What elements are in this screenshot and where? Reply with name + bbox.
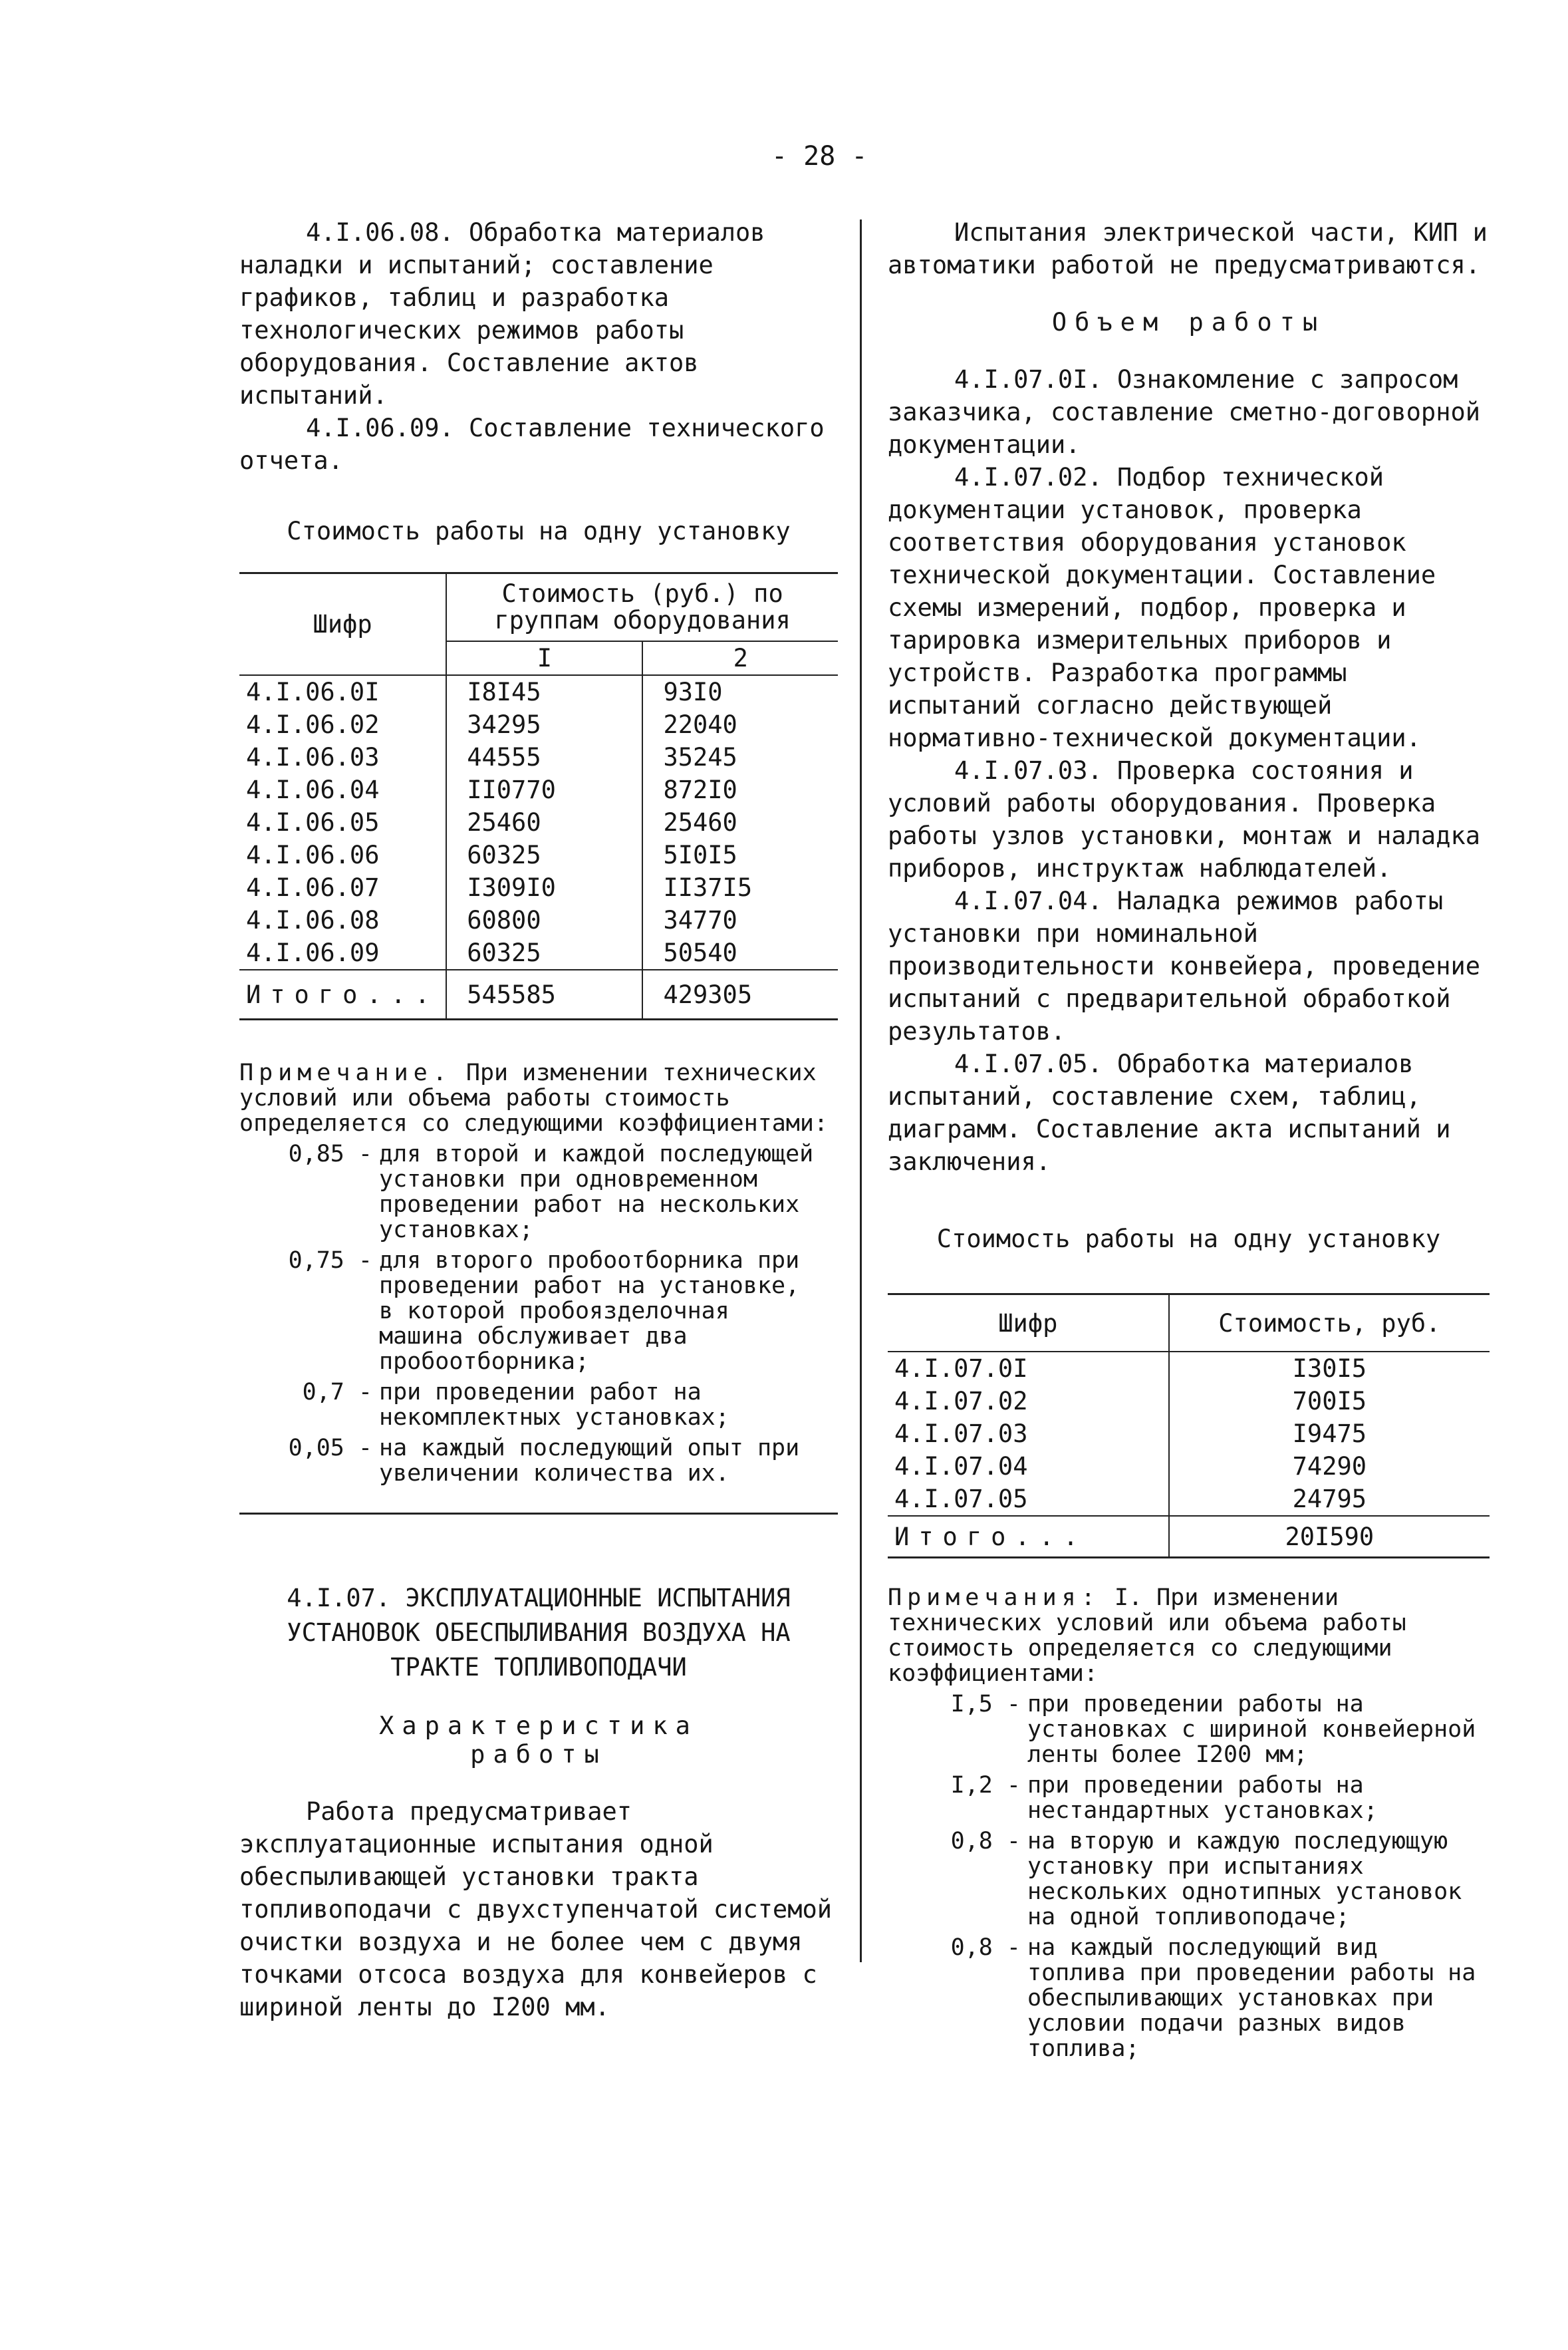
note-coefficient: 0,7 - [302, 1379, 372, 1405]
note-item [888, 1691, 1490, 1767]
cell-code: 4.I.06.08 [239, 904, 446, 937]
note-coefficient: I,5 - [950, 1691, 1021, 1717]
scope-items [888, 363, 1490, 1178]
cell-group-1: 34295 [446, 708, 642, 741]
table-row [239, 774, 838, 806]
cell-group-2: 22040 [663, 710, 737, 739]
subheading-characteristic: Характеристика [379, 1711, 698, 1740]
total-label: Итого... [888, 1516, 1169, 1558]
table-row [888, 1450, 1490, 1483]
table-total-row [239, 970, 838, 1020]
note-item [239, 1248, 838, 1374]
note-lead: Примечание. [239, 1060, 452, 1086]
total-group-1: 545585 [446, 970, 642, 1020]
subheading-work: работы [470, 1740, 607, 1769]
note-items [239, 1141, 838, 1486]
cell-code: 4.I.06.04 [239, 774, 446, 806]
cell-code: 4.I.07.04 [888, 1450, 1169, 1483]
cell-cost: I30I5 [1292, 1354, 1367, 1383]
table-row [888, 1483, 1490, 1516]
cell-cost: 700I5 [1292, 1387, 1367, 1415]
cell-group-1: 60325 [446, 937, 642, 970]
cell-group-1: 60325 [446, 839, 642, 871]
column-header-cipher: Шифр [239, 573, 446, 676]
cell-code: 4.I.07.05 [888, 1483, 1169, 1516]
scope-title: Объем работы [1051, 308, 1326, 337]
note-condition: при проведении работы на установках с шириной конвейерной ленты более I200 мм; [1027, 1691, 1476, 1768]
cell-code: 4.I.06.07 [239, 871, 446, 904]
column-header-cost: Стоимость, руб. [1169, 1294, 1490, 1352]
note-coefficient: 0,8 - [950, 1934, 1021, 1961]
note-item [239, 1380, 838, 1430]
section-heading: 4.I.07. ЭКСПЛУАТАЦИОННЫЕ ИСПЫТАНИЯ УСТАНОВОК ОБЕСПЫЛИВАНИЯ ВОЗДУХА НА ТРАКТЕ ТОПЛИВОПОДАЧИ [287, 1584, 791, 1682]
cell-group-1: 60800 [446, 904, 642, 937]
table-caption-right: Стоимость работы на одну установку [936, 1225, 1441, 1253]
paragraph-4-1-06-09: 4.I.06.09. Составление технического отчета. [239, 414, 825, 475]
cell-group-2: 93I0 [663, 678, 723, 706]
cost-table-groups [239, 572, 838, 1020]
note-item [239, 1141, 838, 1243]
total-label: Итого... [239, 970, 446, 1020]
table-row [239, 741, 838, 774]
cell-group-2: 25460 [663, 808, 737, 837]
cell-code: 4.I.06.0I [239, 675, 446, 708]
note-coefficient: 0,85 - [288, 1141, 372, 1167]
cell-code: 4.I.06.09 [239, 937, 446, 970]
scope-item: 4.I.07.04. Наладка режимов работы установки при номинальной производительности конвейера, проведение испытаний с предварительной обработкой результатов. [888, 887, 1481, 1046]
cell-group-2: 872I0 [663, 776, 737, 804]
total-group-2: 429305 [642, 970, 838, 1020]
cell-group-2: 5I0I5 [663, 841, 737, 869]
cell-code: 4.I.06.02 [239, 708, 446, 741]
note-block [239, 1060, 838, 1486]
cell-cost: 24795 [1292, 1485, 1367, 1513]
note-item [239, 1435, 838, 1486]
note-coefficient: 0,8 - [950, 1828, 1021, 1854]
note-lead: Примечания: [888, 1584, 1101, 1611]
table-row [888, 1352, 1490, 1385]
column-divider [860, 220, 862, 1962]
section-divider [239, 1513, 838, 1515]
paragraph-4-1-06-08: 4.I.06.08. Обработка материалов наладки и испытаний; составление графиков, таблиц и разработка технологических режимов работы оборудования. Составление актов испытаний. [239, 218, 765, 410]
note-coefficient: 0,05 - [288, 1435, 372, 1461]
note-text: При изменении технических условий или объема работы стоимость определяется со следующими коэффициентами: [239, 1060, 829, 1137]
cell-code: 4.I.06.05 [239, 806, 446, 839]
note-condition: на каждый последующий опыт при увеличении количества их. [379, 1435, 800, 1487]
table-row [239, 708, 838, 741]
left-column [239, 216, 838, 2023]
table-body [888, 1352, 1490, 1516]
note-block-right [888, 1585, 1490, 2061]
note-item [888, 1773, 1490, 1823]
table-row [239, 675, 838, 708]
cost-table [888, 1293, 1490, 1558]
table-caption: Стоимость работы на одну установку [287, 517, 791, 545]
cell-group-2: 35245 [663, 743, 737, 772]
cell-code: 4.I.07.0I [888, 1352, 1169, 1385]
cell-code: 4.I.06.03 [239, 741, 446, 774]
column-header-group-1: I [446, 641, 642, 675]
table-row [239, 871, 838, 904]
note-item [888, 1829, 1490, 1930]
note-coefficient: I,2 - [950, 1772, 1021, 1799]
note-condition: на вторую и каждую последующую установку при испытаниях нескольких однотипных установок на одной топливоподаче; [1027, 1828, 1462, 1930]
column-header-group-2: 2 [642, 641, 838, 675]
table-row [239, 904, 838, 937]
cell-code: 4.I.07.03 [888, 1417, 1169, 1450]
total-cost: 20I590 [1169, 1516, 1490, 1558]
paragraph-electrical-note: Испытания электрической части, КИП и автоматики работой не предусматриваются. [888, 218, 1488, 279]
scope-item: 4.I.07.02. Подбор технической документации установок, проверка соответствия оборудования установок технической документации. Составление схемы измерений, подбор, проверка и тарировка измерительных приборов и устройств. Разработка программы испытаний согласно действующей нормативно-технической документации. [888, 463, 1436, 752]
cell-group-2: 34770 [663, 906, 737, 935]
cell-group-1: 25460 [446, 806, 642, 839]
note-item [888, 1935, 1490, 2061]
column-header-cost: Стоимость (руб.) по группам оборудования [446, 573, 838, 642]
table-row [239, 839, 838, 871]
cell-cost: 74290 [1292, 1452, 1367, 1481]
cell-group-1: I309I0 [446, 871, 642, 904]
note-text: I. При изменении технических условий или объема работы стоимость определяется со следующими коэффициентами: [888, 1584, 1406, 1687]
note-condition: при проведении работы на нестандартных установках; [1027, 1772, 1378, 1824]
cell-code: 4.I.07.02 [888, 1385, 1169, 1417]
cell-group-2: 50540 [663, 939, 737, 967]
paragraph-work-description: Работа предусматривает эксплуатационные испытания одной обеспыливающей установки тракта топливоподачи с двухступенчатой системой очистки воздуха и не более чем с двумя точками отсоса воздуха для конвейеров с шириной ленты до I200 мм. [239, 1797, 833, 2021]
note-condition: для второй и каждой последующей установки при одновременном проведении работ на нескольких установках; [379, 1141, 814, 1243]
note-items [888, 1691, 1490, 2061]
note-condition: на каждый последующий вид топлива при проведении работы на обеспыливающих установках при условии подачи разных видов топлива; [1027, 1934, 1476, 2062]
scope-item: 4.I.07.03. Проверка состояния и условий работы оборудования. Проверка работы узлов установки, монтаж и наладка приборов, инструктаж наблюдателей. [888, 756, 1481, 883]
cell-group-1: 44555 [446, 741, 642, 774]
scope-item: 4.I.07.0I. Ознакомление с запросом заказчика, составление сметно-договорной документации. [888, 365, 1481, 459]
cell-group-2: II37I5 [663, 873, 753, 902]
note-coefficient: 0,75 - [288, 1247, 372, 1274]
cell-group-1: II0770 [446, 774, 642, 806]
table-row [888, 1417, 1490, 1450]
table-total-row [888, 1516, 1490, 1558]
page-number: - 28 - [771, 141, 868, 172]
table-row [239, 937, 838, 970]
table-row [239, 806, 838, 839]
table-body [239, 675, 838, 970]
right-column [888, 216, 1490, 2061]
column-header-cipher: Шифр [888, 1294, 1169, 1352]
scope-item: 4.I.07.05. Обработка материалов испытаний, составление схем, таблиц, диаграмм. Составление акта испытаний и заключения. [888, 1050, 1451, 1176]
note-condition: при проведении работ на некомплектных установках; [379, 1379, 729, 1431]
note-condition: для второго пробоотборника при проведении работ на установке, в которой пробоязделочная машина обслуживает два пробоотборника; [379, 1247, 800, 1375]
table-row [888, 1385, 1490, 1417]
cell-cost: I9475 [1292, 1419, 1367, 1448]
cell-group-1: I8I45 [446, 675, 642, 708]
cell-code: 4.I.06.06 [239, 839, 446, 871]
